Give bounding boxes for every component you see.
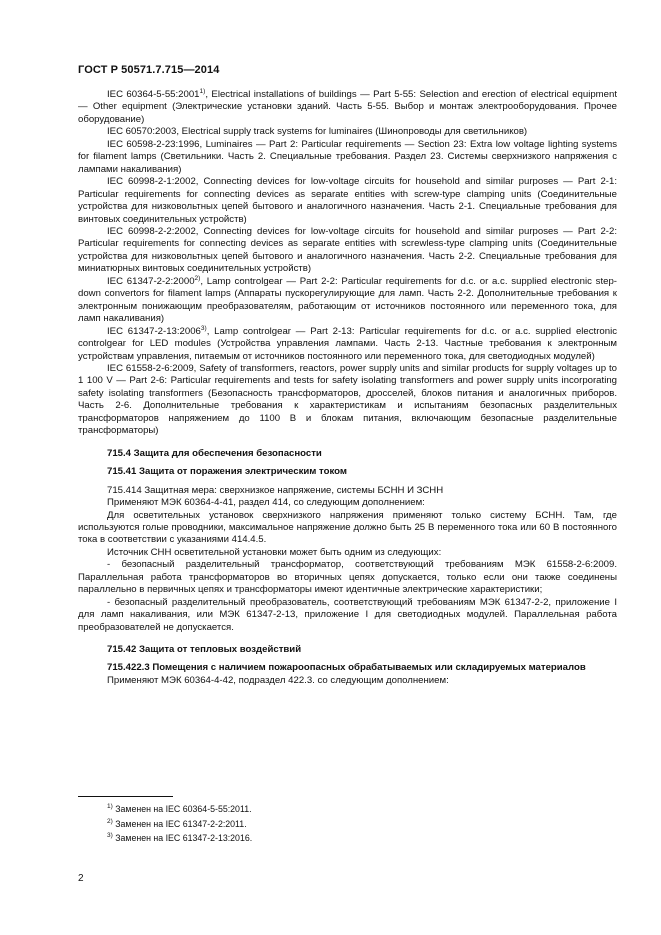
list-item: - безопасный разделительный трансформатор, соответствующий требованиям МЭК 61558-2-6:2009. Параллельная работа трансформаторов во вторичных цепях допускается, только если они также соединены параллельно в первичных цепях и трансформаторы имеют идентичные электрические характеристики; xyxy=(78,559,617,596)
footnote-3: $^{3)}$ Заменен на IEC 61347-2-13:2016. xyxy=(107,832,253,844)
reference-iec-61558-2-6: IEC 61558-2-6:2009, Safety of transformers, reactors, power supply units and similar products for supply voltages up to 1 100 V — Part 2-6: Particular requirements and tests for safety isolating transformers and power supply units incorporating safety isolating transformers (Безопасность трансформаторов, дросселей, блоков питания и аналогичных приборов. Часть 2-6. Дополнительные требования к характеристикам и испытаниям безопасных разделительных трансформаторов напряжением до 1100 В и блокам питания, включающим безопасные разделительные трансформаторы) xyxy=(78,362,617,437)
page-number: 2 xyxy=(78,873,84,884)
paragraph-715-414: 715.414 Защитная мера: сверхнизкое напряжение, системы БСНН И ЗСНН xyxy=(107,484,444,496)
paragraph-apply-iec-60364-4-42: Применяют МЭК 60364-4-42, подраздел 422.3. со следующим дополнением: xyxy=(107,674,449,686)
footnote-divider xyxy=(78,796,173,797)
section-heading-715-42: 715.42 Защита от тепловых воздействий xyxy=(107,644,302,656)
reference-iec-60570: IEC 60570:2003, Electrical supply track systems for luminaires (Шинопроводы для светильников) xyxy=(107,126,528,138)
paragraph-lighting-installations: Для осветительных установок сверхнизкого напряжения применяют только систему БСНН. Там, где используются голые проводники, максимальное напряжение должно быть 25 В переменного тока или 60 В постоянного тока в соответствии с указаниями 414.4.5. xyxy=(78,509,617,546)
footnotes xyxy=(107,802,252,846)
document-body xyxy=(78,89,617,687)
section-heading-715-4: 715.4 Защита для обеспечения безопасности xyxy=(107,447,322,459)
reference-iec-61347-2-2: IEC 61347-2-2:2000$^{2)}$, Lamp controlgear — Part 2-2: Particular requirements for d.c. or a.c. supplied electronic step-down convertors for filament lamps (Аппараты пускорегулирующие для ламп. Часть 2-2. Дополнительные требования к электронным понижающим преобразователям, работающим от источников постоянного или переменного тока, для ламп накаливания) xyxy=(78,274,618,325)
section-heading-715-41: 715.41 Защита от поражения электрическим током xyxy=(107,466,347,478)
footnote-ref-2[interactable]: 2) xyxy=(194,274,201,282)
footnote-ref-1[interactable]: 1) xyxy=(199,87,206,95)
section-heading-715-422-3: 715.422.3 Помещения с наличием пожароопасных обрабатываемых или складируемых материалов xyxy=(107,662,586,674)
paragraph-apply-iec-60364-4-41: Применяют МЭК 60364-4-41, раздел 414, со следующим дополнением: xyxy=(107,497,425,509)
document-header: ГОСТ Р 50571.7.715—2014 xyxy=(78,64,220,76)
reference-iec-61347-2-13: IEC 61347-2-13:2006$^{3)}$, Lamp controlgear — Part 2-13: Particular requirements for d.c. or a.c. supplied electronic controlgear for LED modules (Устройства управления лампами. Часть 2-13. Частные требования к электронным устройствам управления, питаемым от источников постоянного или переменного тока, для светодиодных модулей) xyxy=(78,324,618,362)
reference-iec-60998-2-1: IEC 60998-2-1:2002, Connecting devices for low-voltage circuits for household and similar purposes — Part 2-1: Particular requirements for connecting devices as separate entities with screw-type clamping units (Соединительные устройства для низковольтных цепей бытового и аналогичного назначения. Часть 2-1. Специальные требования для винтовых соединительных устройств) xyxy=(78,176,617,225)
footnote-1: $^{1)}$ Заменен на IEC 60364-5-55:2011. xyxy=(107,803,252,814)
reference-iec-60598-2-23: IEC 60598-2-23:1996, Luminaires — Part 2: Particular requirements — Section 23: Extra low voltage lighting systems for filament lamps (Светильники. Часть 2. Специальные требования. Раздел 23. Системы сверхнизкого напряжения с лампами накаливания) xyxy=(78,138,617,175)
reference-iec-60998-2-2: IEC 60998-2-2:2002, Connecting devices for low-voltage circuits for household and similar purposes — Part 2-2: Particular requirements for connecting devices as separate entities with screwless-type clamping units (Соединительные устройства для низковольтных цепей бытового и аналогичного назначения. Часть 2-2. Специальные требования для миниатюрных винтовых соединительных устройств) xyxy=(78,225,617,275)
list-item: - безопасный разделительный преобразователь, соответствующий требованиям МЭК 61347-2-2, приложение I для ламп накаливания, или МЭК 61347-2-13, приложение I для светодиодных модулей. Параллельная работа преобразователей не допускается. xyxy=(78,596,617,633)
paragraph-source: Источник СНН осветительной установки может быть одним из следующих: xyxy=(107,546,442,558)
footnote-ref-3[interactable]: 3) xyxy=(200,324,207,332)
footnote-2: $^{2)}$ Заменен на IEC 61347-2-2:2011. xyxy=(107,817,247,829)
reference-iec-60364-5-55: IEC 60364-5-55:2001$^{1)}$, Electrical installations of buildings — Part 5-55: Selection and erection of electrical equipment — Other equipment (Электрические установки зданий. Часть 5-55. Выбор и монтаж электрооборудования. Прочее оборудование) xyxy=(78,87,617,125)
